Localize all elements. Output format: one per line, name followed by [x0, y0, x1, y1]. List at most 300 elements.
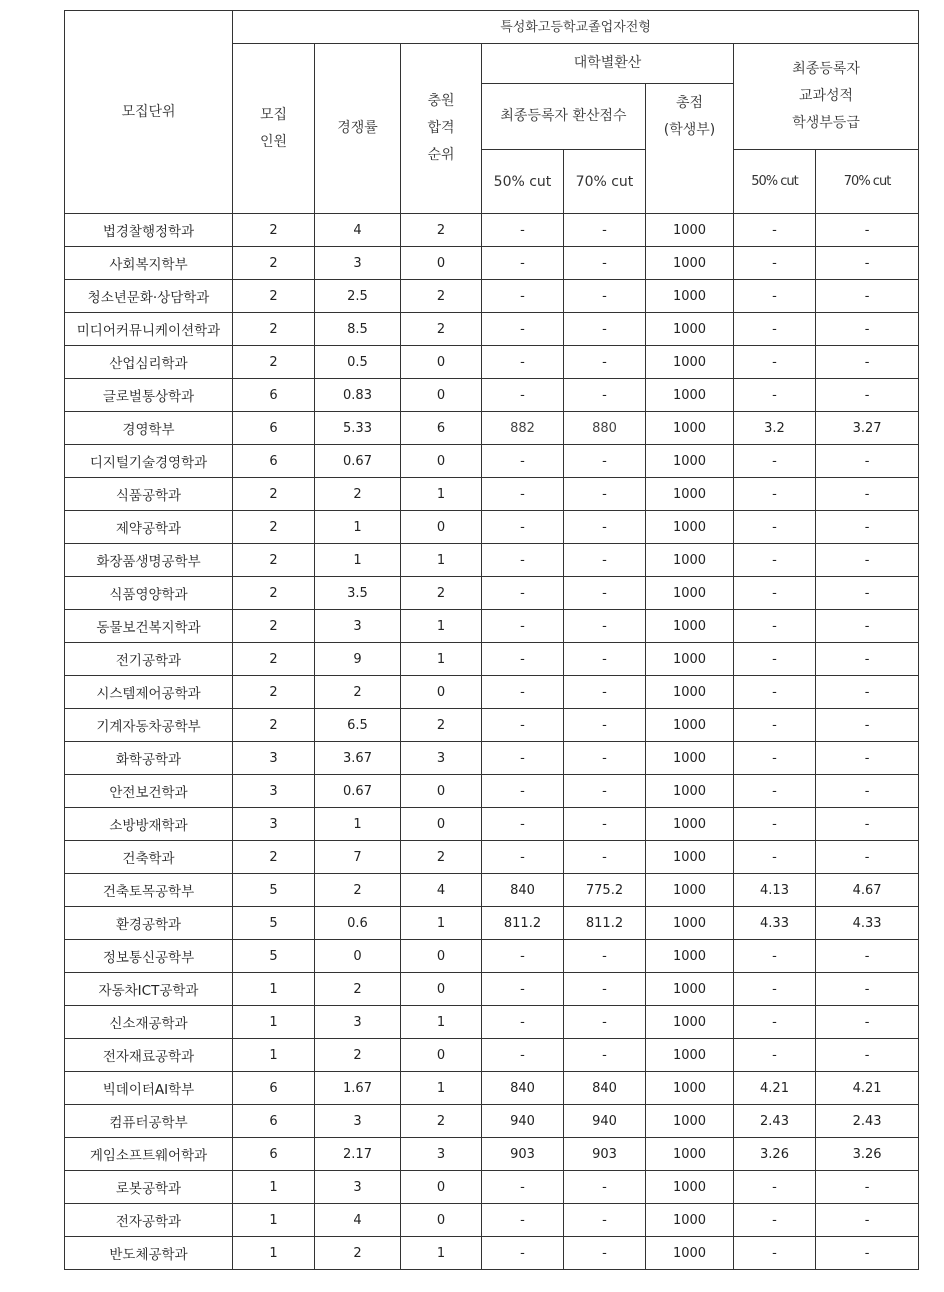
grade-cut50-cell: 4.21 — [734, 1072, 816, 1105]
score-cut50-cell: - — [482, 841, 564, 874]
competition-cell: 6.5 — [315, 709, 401, 742]
capacity-cell: 2 — [233, 346, 315, 379]
table-row — [65, 1105, 919, 1138]
capacity-cell: 2 — [233, 511, 315, 544]
grade-cut50-cell: - — [734, 775, 816, 808]
capacity-cell: 2 — [233, 841, 315, 874]
competition-cell: 1.67 — [315, 1072, 401, 1105]
unit-cell: 소방방재학과 — [65, 808, 233, 841]
score-cut50-cell: - — [482, 577, 564, 610]
table-row — [65, 346, 919, 379]
capacity-cell: 2 — [233, 280, 315, 313]
capacity-cell: 2 — [233, 709, 315, 742]
capacity-cell: 2 — [233, 247, 315, 280]
competition-cell: 0.83 — [315, 379, 401, 412]
score-cut70-cell: - — [564, 577, 646, 610]
unit-cell: 전자재료공학과 — [65, 1039, 233, 1072]
header-unit: 모집단위 — [65, 11, 233, 214]
grade-cut50-cell: - — [734, 1171, 816, 1204]
grade-cut70-cell: - — [816, 1204, 919, 1237]
table-row — [65, 676, 919, 709]
score-cut50-cell: 882 — [482, 412, 564, 445]
grade-cut70-cell: - — [816, 1006, 919, 1039]
unit-cell: 청소년문화·상담학과 — [65, 280, 233, 313]
capacity-cell: 3 — [233, 775, 315, 808]
rank-cell: 0 — [401, 1204, 482, 1237]
unit-cell: 자동차ICT공학과 — [65, 973, 233, 1006]
grade-cut50-cell: 2.43 — [734, 1105, 816, 1138]
capacity-cell: 1 — [233, 1237, 315, 1270]
grade-cut70-cell: - — [816, 544, 919, 577]
score-cut70-cell: - — [564, 940, 646, 973]
competition-cell: 7 — [315, 841, 401, 874]
grade-cut70-cell: - — [816, 610, 919, 643]
score-cut50-cell: - — [482, 1039, 564, 1072]
admissions-table — [64, 10, 919, 1270]
score-cut50-cell: - — [482, 313, 564, 346]
table-row — [65, 412, 919, 445]
rank-cell: 2 — [401, 709, 482, 742]
grade-cut50-cell: - — [734, 742, 816, 775]
header-capacity: 모집 인원 — [233, 44, 315, 214]
score-cut50-cell: 903 — [482, 1138, 564, 1171]
grade-cut50-cell: - — [734, 313, 816, 346]
total-cell: 1000 — [646, 445, 734, 478]
score-cut50-cell: - — [482, 346, 564, 379]
total-cell: 1000 — [646, 346, 734, 379]
rank-cell: 0 — [401, 247, 482, 280]
grade-cut50-cell: - — [734, 445, 816, 478]
total-cell: 1000 — [646, 1138, 734, 1171]
grade-cut50-cell: 3.2 — [734, 412, 816, 445]
competition-cell: 3 — [315, 1105, 401, 1138]
capacity-cell: 1 — [233, 1006, 315, 1039]
grade-cut70-cell: - — [816, 445, 919, 478]
score-cut50-cell: 811.2 — [482, 907, 564, 940]
rank-cell: 1 — [401, 610, 482, 643]
rank-cell: 2 — [401, 280, 482, 313]
score-cut70-cell: - — [564, 841, 646, 874]
unit-cell: 게임소프트웨어학과 — [65, 1138, 233, 1171]
table-row — [65, 247, 919, 280]
score-cut70-cell: 811.2 — [564, 907, 646, 940]
table-row — [65, 808, 919, 841]
grade-cut70-cell: - — [816, 841, 919, 874]
table-row — [65, 610, 919, 643]
competition-cell: 5.33 — [315, 412, 401, 445]
total-cell: 1000 — [646, 775, 734, 808]
capacity-cell: 1 — [233, 1171, 315, 1204]
score-cut50-cell: - — [482, 544, 564, 577]
total-cell: 1000 — [646, 247, 734, 280]
unit-cell: 로봇공학과 — [65, 1171, 233, 1204]
grade-cut50-cell: - — [734, 676, 816, 709]
rank-cell: 1 — [401, 478, 482, 511]
competition-cell: 0.5 — [315, 346, 401, 379]
score-cut70-cell: - — [564, 1204, 646, 1237]
grade-cut70-cell: 3.26 — [816, 1138, 919, 1171]
total-cell: 1000 — [646, 544, 734, 577]
grade-cut50-cell: - — [734, 379, 816, 412]
rank-cell: 1 — [401, 907, 482, 940]
score-cut70-cell: - — [564, 379, 646, 412]
grade-cut50-cell: - — [734, 577, 816, 610]
score-cut70-cell: 775.2 — [564, 874, 646, 907]
unit-cell: 정보통신공학부 — [65, 940, 233, 973]
competition-cell: 2 — [315, 1039, 401, 1072]
competition-cell: 2 — [315, 676, 401, 709]
table-row — [65, 478, 919, 511]
total-cell: 1000 — [646, 742, 734, 775]
capacity-cell: 6 — [233, 1105, 315, 1138]
unit-cell: 제약공학과 — [65, 511, 233, 544]
table-row — [65, 1039, 919, 1072]
score-cut70-cell: - — [564, 610, 646, 643]
score-cut50-cell: - — [482, 214, 564, 247]
total-cell: 1000 — [646, 214, 734, 247]
table-row — [65, 445, 919, 478]
total-cell: 1000 — [646, 841, 734, 874]
grade-cut50-cell: - — [734, 214, 816, 247]
competition-cell: 1 — [315, 544, 401, 577]
competition-cell: 3 — [315, 247, 401, 280]
unit-cell: 디지털기술경영학과 — [65, 445, 233, 478]
score-cut70-cell: - — [564, 643, 646, 676]
grade-cut50-cell: - — [734, 544, 816, 577]
total-cell: 1000 — [646, 313, 734, 346]
capacity-cell: 6 — [233, 1138, 315, 1171]
total-cell: 1000 — [646, 643, 734, 676]
table-row — [65, 709, 919, 742]
total-cell: 1000 — [646, 511, 734, 544]
score-cut50-cell: 840 — [482, 874, 564, 907]
table-row — [65, 1006, 919, 1039]
capacity-cell: 6 — [233, 379, 315, 412]
capacity-cell: 2 — [233, 544, 315, 577]
table-row — [65, 1204, 919, 1237]
header-grade-cut50: 50% cut — [734, 150, 816, 214]
grade-cut70-cell: - — [816, 280, 919, 313]
capacity-cell: 6 — [233, 1072, 315, 1105]
total-cell: 1000 — [646, 940, 734, 973]
table-row — [65, 973, 919, 1006]
total-cell: 1000 — [646, 577, 734, 610]
score-cut50-cell: - — [482, 1006, 564, 1039]
score-cut70-cell: - — [564, 742, 646, 775]
score-cut50-cell: 840 — [482, 1072, 564, 1105]
competition-cell: 2 — [315, 874, 401, 907]
score-cut50-cell: - — [482, 676, 564, 709]
competition-cell: 2.5 — [315, 280, 401, 313]
competition-cell: 1 — [315, 511, 401, 544]
grade-cut50-cell: - — [734, 841, 816, 874]
competition-cell: 2.17 — [315, 1138, 401, 1171]
grade-cut70-cell: 2.43 — [816, 1105, 919, 1138]
competition-cell: 0.6 — [315, 907, 401, 940]
table-row — [65, 940, 919, 973]
competition-cell: 1 — [315, 808, 401, 841]
competition-cell: 2 — [315, 973, 401, 1006]
score-cut50-cell: - — [482, 511, 564, 544]
rank-cell: 3 — [401, 1138, 482, 1171]
capacity-cell: 2 — [233, 478, 315, 511]
score-cut50-cell: - — [482, 1204, 564, 1237]
score-cut70-cell: - — [564, 544, 646, 577]
unit-cell: 건축학과 — [65, 841, 233, 874]
grade-cut50-cell: - — [734, 940, 816, 973]
rank-cell: 0 — [401, 1171, 482, 1204]
total-cell: 1000 — [646, 1006, 734, 1039]
grade-cut50-cell: - — [734, 973, 816, 1006]
grade-cut50-cell: - — [734, 346, 816, 379]
unit-cell: 신소재공학과 — [65, 1006, 233, 1039]
table-row — [65, 313, 919, 346]
rank-cell: 3 — [401, 742, 482, 775]
capacity-cell: 2 — [233, 214, 315, 247]
capacity-cell: 3 — [233, 808, 315, 841]
table-row — [65, 1072, 919, 1105]
unit-cell: 반도체공학과 — [65, 1237, 233, 1270]
score-cut50-cell: - — [482, 478, 564, 511]
competition-cell: 4 — [315, 1204, 401, 1237]
unit-cell: 건축토목공학부 — [65, 874, 233, 907]
grade-cut70-cell: - — [816, 379, 919, 412]
total-cell: 1000 — [646, 808, 734, 841]
table-row — [65, 1171, 919, 1204]
rank-cell: 0 — [401, 1039, 482, 1072]
header-extra-rank: 충원 합격 순위 — [401, 44, 482, 214]
total-cell: 1000 — [646, 478, 734, 511]
unit-cell: 화학공학과 — [65, 742, 233, 775]
grade-cut70-cell: - — [816, 1237, 919, 1270]
header-competition: 경쟁률 — [315, 44, 401, 214]
score-cut70-cell: - — [564, 511, 646, 544]
score-cut70-cell: - — [564, 346, 646, 379]
table-body — [65, 214, 919, 1270]
score-cut70-cell: - — [564, 247, 646, 280]
competition-cell: 4 — [315, 214, 401, 247]
unit-cell: 법경찰행정학과 — [65, 214, 233, 247]
grade-cut50-cell: - — [734, 511, 816, 544]
header-final-grade: 최종등록자 교과성적 학생부등급 — [734, 44, 919, 150]
total-cell: 1000 — [646, 907, 734, 940]
unit-cell: 화장품생명공학부 — [65, 544, 233, 577]
competition-cell: 3.67 — [315, 742, 401, 775]
score-cut50-cell: - — [482, 973, 564, 1006]
table-row — [65, 841, 919, 874]
grade-cut50-cell: - — [734, 280, 816, 313]
competition-cell: 0.67 — [315, 775, 401, 808]
competition-cell: 3 — [315, 610, 401, 643]
grade-cut50-cell: - — [734, 1204, 816, 1237]
grade-cut50-cell: 4.33 — [734, 907, 816, 940]
score-cut50-cell: - — [482, 379, 564, 412]
capacity-cell: 1 — [233, 1204, 315, 1237]
total-cell: 1000 — [646, 1039, 734, 1072]
grade-cut70-cell: - — [816, 676, 919, 709]
grade-cut70-cell: 4.21 — [816, 1072, 919, 1105]
unit-cell: 동물보건복지학과 — [65, 610, 233, 643]
score-cut50-cell: - — [482, 1237, 564, 1270]
unit-cell: 식품공학과 — [65, 478, 233, 511]
competition-cell: 2 — [315, 478, 401, 511]
grade-cut70-cell: - — [816, 577, 919, 610]
total-cell: 1000 — [646, 1237, 734, 1270]
grade-cut50-cell: - — [734, 808, 816, 841]
unit-cell: 컴퓨터공학부 — [65, 1105, 233, 1138]
grade-cut70-cell: - — [816, 643, 919, 676]
competition-cell: 0 — [315, 940, 401, 973]
unit-cell: 기계자동차공학부 — [65, 709, 233, 742]
header-cut50: 50% cut — [482, 150, 564, 214]
competition-cell: 0.67 — [315, 445, 401, 478]
unit-cell: 전기공학과 — [65, 643, 233, 676]
table-row — [65, 379, 919, 412]
unit-cell: 산업심리학과 — [65, 346, 233, 379]
total-cell: 1000 — [646, 1072, 734, 1105]
score-cut70-cell: 903 — [564, 1138, 646, 1171]
rank-cell: 0 — [401, 808, 482, 841]
rank-cell: 4 — [401, 874, 482, 907]
grade-cut70-cell: - — [816, 478, 919, 511]
score-cut70-cell: - — [564, 214, 646, 247]
grade-cut70-cell: 4.33 — [816, 907, 919, 940]
grade-cut70-cell: - — [816, 775, 919, 808]
competition-cell: 2 — [315, 1237, 401, 1270]
unit-cell: 미디어커뮤니케이션학과 — [65, 313, 233, 346]
competition-cell: 8.5 — [315, 313, 401, 346]
score-cut50-cell: - — [482, 940, 564, 973]
score-cut70-cell: - — [564, 313, 646, 346]
score-cut70-cell: - — [564, 1039, 646, 1072]
score-cut70-cell: - — [564, 709, 646, 742]
grade-cut50-cell: - — [734, 1006, 816, 1039]
total-cell: 1000 — [646, 412, 734, 445]
table-row — [65, 544, 919, 577]
score-cut50-cell: - — [482, 808, 564, 841]
rank-cell: 2 — [401, 313, 482, 346]
unit-cell: 경영학부 — [65, 412, 233, 445]
rank-cell: 6 — [401, 412, 482, 445]
table-row — [65, 907, 919, 940]
unit-cell: 안전보건학과 — [65, 775, 233, 808]
rank-cell: 2 — [401, 577, 482, 610]
rank-cell: 0 — [401, 973, 482, 1006]
grade-cut70-cell: - — [816, 940, 919, 973]
grade-cut70-cell: 3.27 — [816, 412, 919, 445]
unit-cell: 식품영양학과 — [65, 577, 233, 610]
score-cut50-cell: - — [482, 775, 564, 808]
table-row — [65, 511, 919, 544]
rank-cell: 1 — [401, 1237, 482, 1270]
rank-cell: 1 — [401, 643, 482, 676]
header-cut70: 70% cut — [564, 150, 646, 214]
score-cut70-cell: - — [564, 1171, 646, 1204]
score-cut70-cell: - — [564, 280, 646, 313]
grade-cut50-cell: 4.13 — [734, 874, 816, 907]
score-cut70-cell: 840 — [564, 1072, 646, 1105]
score-cut50-cell: - — [482, 643, 564, 676]
grade-cut50-cell: 3.26 — [734, 1138, 816, 1171]
capacity-cell: 5 — [233, 907, 315, 940]
rank-cell: 1 — [401, 1072, 482, 1105]
capacity-cell: 6 — [233, 445, 315, 478]
competition-cell: 3 — [315, 1006, 401, 1039]
capacity-cell: 5 — [233, 874, 315, 907]
score-cut70-cell: - — [564, 973, 646, 1006]
grade-cut70-cell: - — [816, 247, 919, 280]
total-cell: 1000 — [646, 676, 734, 709]
score-cut50-cell: - — [482, 445, 564, 478]
rank-cell: 0 — [401, 775, 482, 808]
competition-cell: 3.5 — [315, 577, 401, 610]
score-cut70-cell: - — [564, 775, 646, 808]
capacity-cell: 2 — [233, 610, 315, 643]
score-cut70-cell: - — [564, 445, 646, 478]
rank-cell: 0 — [401, 511, 482, 544]
competition-cell: 3 — [315, 1171, 401, 1204]
rank-cell: 1 — [401, 1006, 482, 1039]
competition-cell: 9 — [315, 643, 401, 676]
header-grade-cut70: 70% cut — [816, 150, 919, 214]
unit-cell: 전자공학과 — [65, 1204, 233, 1237]
table-row — [65, 874, 919, 907]
score-cut70-cell: 880 — [564, 412, 646, 445]
total-cell: 1000 — [646, 1105, 734, 1138]
grade-cut70-cell: - — [816, 742, 919, 775]
grade-cut50-cell: - — [734, 709, 816, 742]
rank-cell: 0 — [401, 445, 482, 478]
rank-cell: 1 — [401, 544, 482, 577]
rank-cell: 0 — [401, 379, 482, 412]
capacity-cell: 1 — [233, 1039, 315, 1072]
score-cut50-cell: - — [482, 709, 564, 742]
table-row — [65, 577, 919, 610]
grade-cut50-cell: - — [734, 1237, 816, 1270]
capacity-cell: 2 — [233, 676, 315, 709]
grade-cut70-cell: - — [816, 346, 919, 379]
table-row — [65, 742, 919, 775]
rank-cell: 2 — [401, 841, 482, 874]
score-cut50-cell: - — [482, 742, 564, 775]
rank-cell: 0 — [401, 346, 482, 379]
grade-cut70-cell: - — [816, 1039, 919, 1072]
unit-cell: 사회복지학부 — [65, 247, 233, 280]
total-cell: 1000 — [646, 709, 734, 742]
header-univ-score: 대학별환산 — [482, 44, 734, 84]
rank-cell: 0 — [401, 676, 482, 709]
total-cell: 1000 — [646, 973, 734, 1006]
score-cut50-cell: 940 — [482, 1105, 564, 1138]
header-track: 특성화고등학교졸업자전형 — [233, 11, 919, 44]
total-cell: 1000 — [646, 874, 734, 907]
score-cut50-cell: - — [482, 610, 564, 643]
unit-cell: 글로벌통상학과 — [65, 379, 233, 412]
grade-cut50-cell: - — [734, 1039, 816, 1072]
rank-cell: 2 — [401, 1105, 482, 1138]
header-final-score: 최종등록자 환산점수 — [482, 84, 646, 150]
score-cut50-cell: - — [482, 247, 564, 280]
capacity-cell: 3 — [233, 742, 315, 775]
capacity-cell: 2 — [233, 313, 315, 346]
score-cut70-cell: 940 — [564, 1105, 646, 1138]
grade-cut50-cell: - — [734, 643, 816, 676]
total-cell: 1000 — [646, 610, 734, 643]
grade-cut70-cell: - — [816, 511, 919, 544]
grade-cut50-cell: - — [734, 478, 816, 511]
capacity-cell: 6 — [233, 412, 315, 445]
grade-cut70-cell: - — [816, 808, 919, 841]
